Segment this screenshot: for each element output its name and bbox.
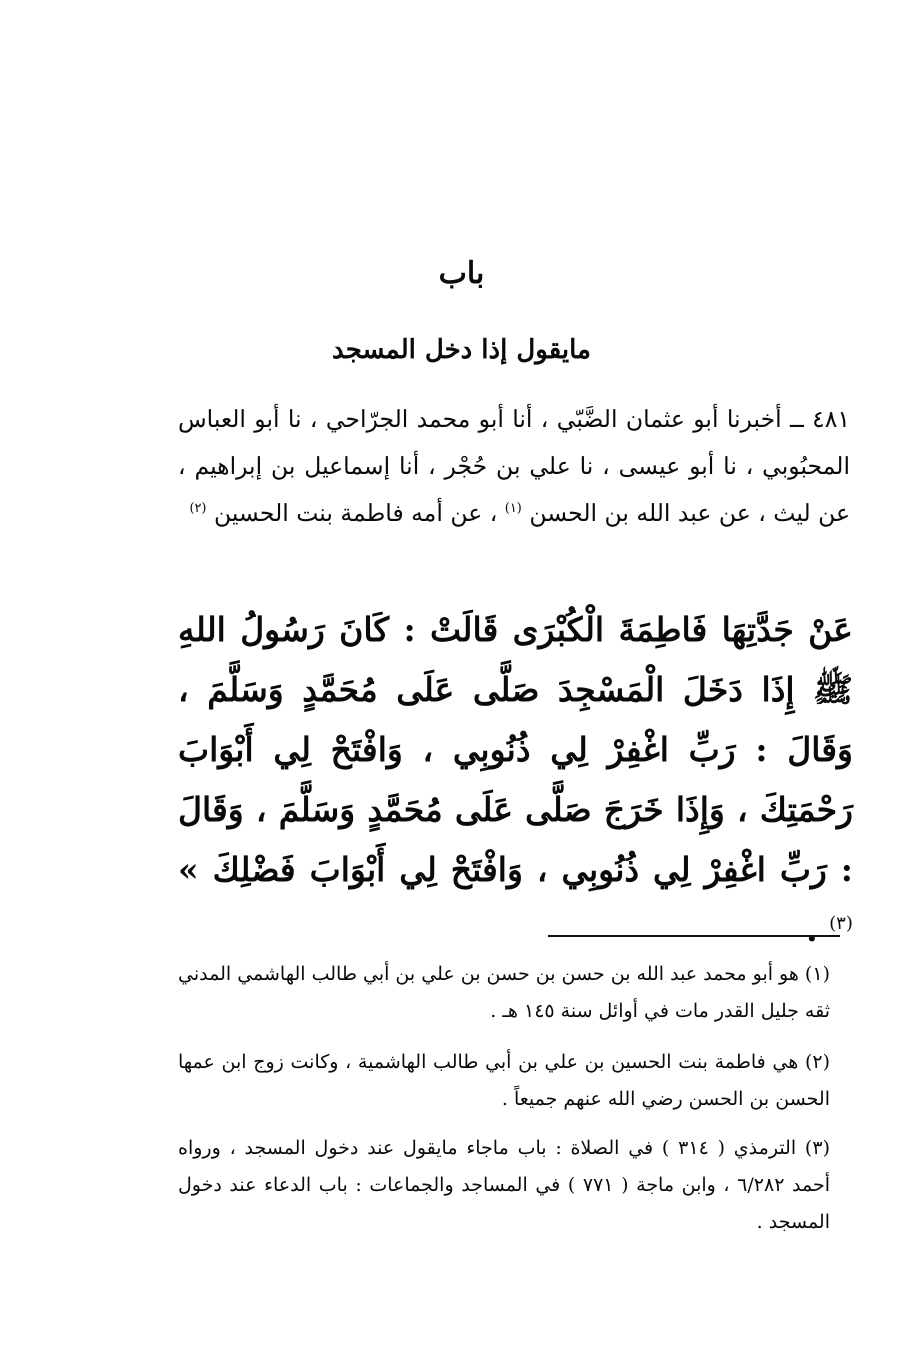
- hadith-isnad: [178, 396, 850, 537]
- matn-end: .: [806, 910, 830, 949]
- isnad-continuation: ، عن أمه فاطمة بنت الحسين: [213, 499, 498, 527]
- footnote-3: (٣) الترمذي ( ٣١٤ ) في الصلاة : باب ماجاء مايقول عند دخول المسجد ، ورواه أحمد ٦/٢٨٢ ، وابن ماجة ( ٧٧١ ) في المساجد والجماعات : باب الدعاء عند دخول المسجد .: [178, 1137, 830, 1233]
- chapter-subtitle: مايقول إذا دخل المسجد: [332, 335, 591, 365]
- footnote-ref-1: (١): [504, 501, 522, 517]
- footnote-ref-2: (٢): [189, 501, 207, 517]
- matn-text: عَنْ جَدَّتِهَا فَاطِمَةَ الْكُبْرَى قَالَتْ : كَانَ رَسُولُ اللهِ ﷺ إِذَا دَخَلَ الْمَسْجِدَ صَلَّى عَلَى مُحَمَّدٍ وَسَلَّمَ ، وَقَالَ : رَبِّ اغْفِرْ لِي ذُنُوبِي ، وَافْتَحْ لِي أَبْوَابَ رَحْمَتِكَ ، وَإِذَا خَرَجَ صَلَّى عَلَى مُحَمَّدٍ وَسَلَّمَ ، وَقَالَ : رَبِّ اغْفِرْ لِي ذُنُوبِي ، وَافْتَحْ لِي أَبْوَابَ فَضْلِكَ »: [178, 610, 853, 889]
- footnote-1: (١) هو أبو محمد عبد الله بن حسن بن حسن بن علي بن أبي طالب الهاشمي المدني ثقه جليل القدر مات في أوائل سنة ١٤٥ هـ .: [178, 963, 830, 1022]
- hadith-matn: [178, 600, 853, 960]
- footnote-ref-3: (٣): [829, 913, 853, 934]
- footnote-2: (٢) هي فاطمة بنت الحسين بن علي بن أبي طالب الهاشمية ، وكانت زوج ابن عمها الحسن بن الحسن رضي الله عنهم جميعاً .: [178, 1051, 830, 1110]
- chapter-title: باب: [438, 256, 485, 291]
- footnote-separator: [548, 935, 840, 937]
- isnad-text: ٤٨١ ــ أخبرنا أبو عثمان الضَّبّي ، أنا أبو محمد الجرّاحي ، نا أبو العباس المحبُوبي ، نا أبو عيسى ، نا علي بن حُجْر ، أنا إسماعيل بن إبراهيم ، عن ليث ، عن عبد الله بن الحسن: [178, 405, 850, 527]
